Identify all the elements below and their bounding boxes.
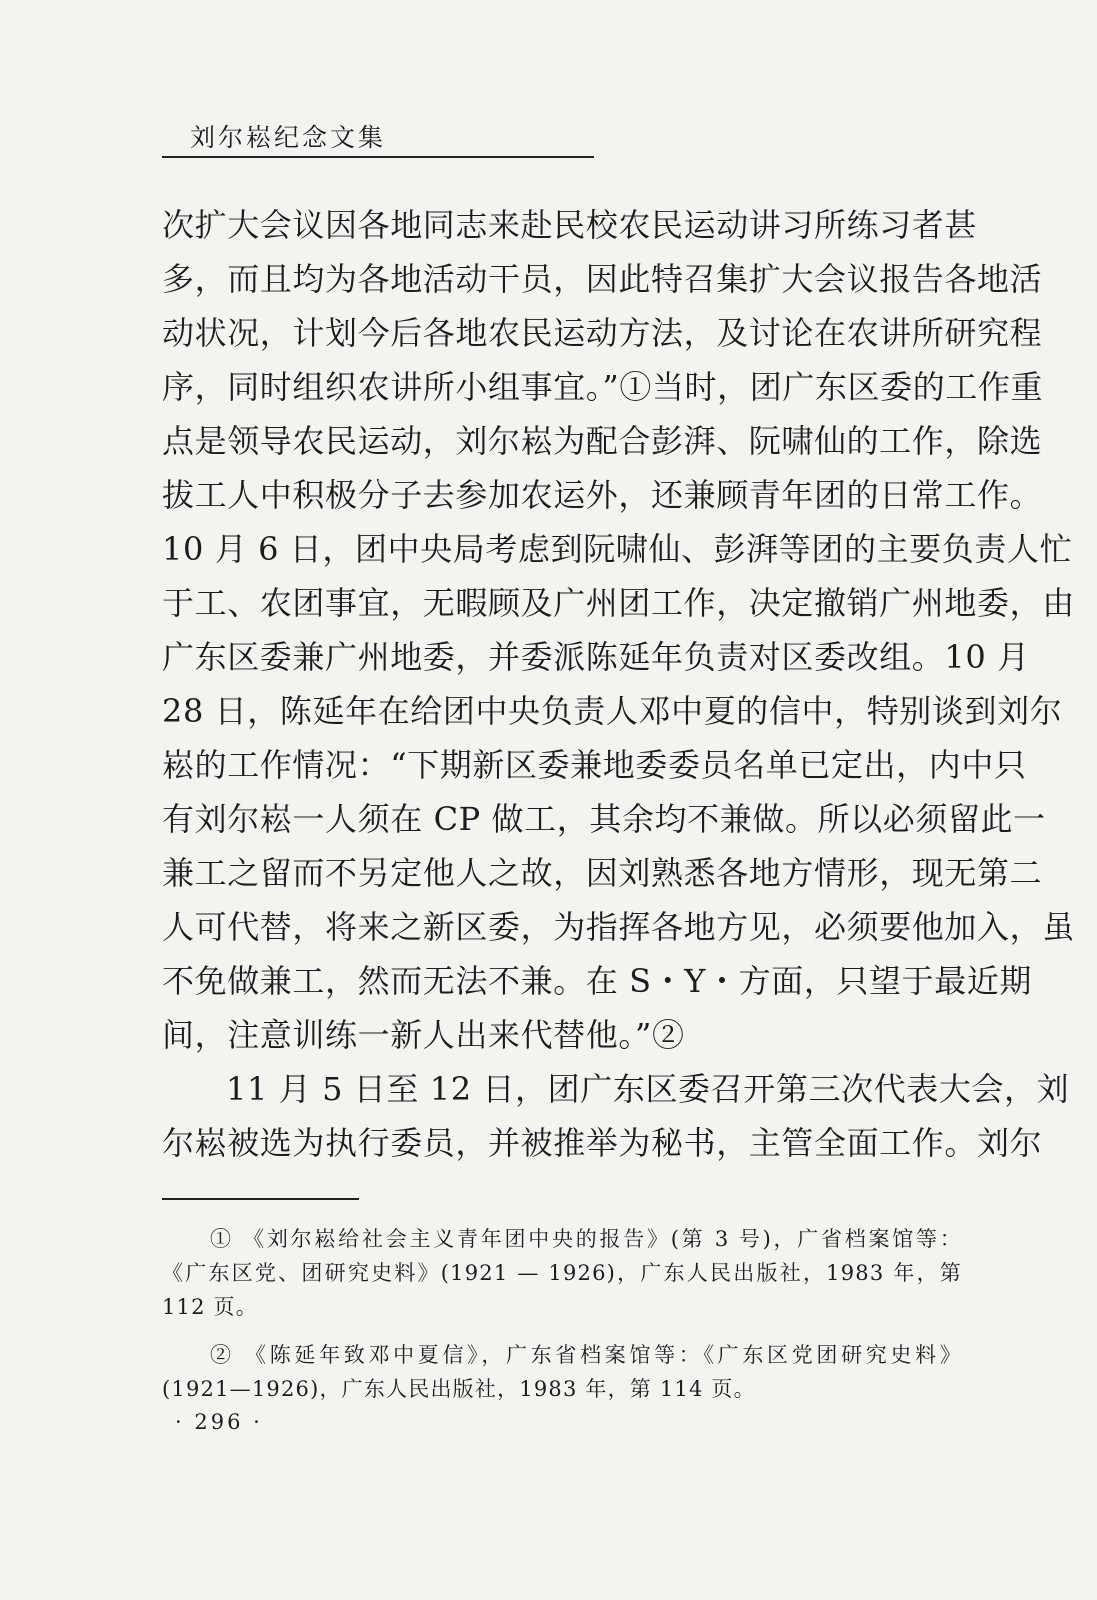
body-line: 于工、农团事宜，无暇顾及广州团工作，决定撤销广州地委，由 <box>162 584 1075 622</box>
footnotes <box>162 1222 962 1406</box>
body-line: 崧的工作情况：“下期新区委兼地委委员名单已定出，内中只 <box>162 746 1027 784</box>
body-line: 间，注意训练一新人出来代替他。”② <box>162 1016 685 1054</box>
footnote-rule <box>162 1198 359 1200</box>
body-line: 不免做兼工，然而无法不兼。在 S・Y・方面，只望于最近期 <box>162 962 1033 1000</box>
body-line: 多，而且均为各地活动干员，因此特召集扩大会议报告各地活 <box>162 260 1043 298</box>
body-line: 点是领导农民运动，刘尔崧为配合彭湃、阮啸仙的工作，除选 <box>162 422 1043 460</box>
body-line: 尔崧被选为执行委员，并被推举为秘书，主管全面工作。刘尔 <box>162 1124 1043 1162</box>
body-line: 10 月 6 日，团中央局考虑到阮啸仙、彭湃等团的主要负责人忙 <box>162 530 1073 568</box>
footnote-line: ② 《陈延年致邓中夏信》，广东省档案馆等：《广东区党团研究史料》 <box>210 1343 962 1367</box>
body-line: 拔工人中积极分子去参加农运外，还兼顾青年团的日常工作。 <box>162 476 1043 514</box>
body-line: 28 日，陈延年在给团中央负责人邓中夏的信中，特别谈到刘尔 <box>162 692 1063 730</box>
body-line: 11 月 5 日至 12 日，团广东区委召开第三次代表大会，刘 <box>226 1070 1070 1108</box>
footnote-line: 112 页。 <box>162 1295 258 1319</box>
body-line: 广东区委兼广州地委，并委派陈延年负责对区委改组。10 月 <box>162 638 1030 676</box>
footnote-line: (1921—1926)，广东人民出版社，1983 年，第 114 页。 <box>162 1377 756 1401</box>
footnote-line: 《广东区党、团研究史料》(1921 — 1926)，广东人民出版社，1983 年，第 <box>162 1261 962 1285</box>
body-line: 序，同时组织农讲所小组事宜。”①当时，团广东区委的工作重 <box>162 368 1044 406</box>
body-line: 兼工之留而不另定他人之故，因刘熟悉各地方情形，现无第二 <box>162 854 1043 892</box>
body-line: 人可代替，将来之新区委，为指挥各地方见，必须要他加入，虽 <box>162 908 1075 946</box>
body-line: 动状况，计划今后各地农民运动方法，及讨论在农讲所研究程 <box>162 314 1043 352</box>
body-line: 有刘尔崧一人须在 CP 做工，其余均不兼做。所以必须留此一 <box>162 800 1046 838</box>
footnote-gap <box>162 1324 962 1338</box>
running-title: 刘尔崧纪念文集 <box>190 123 387 152</box>
body-line: 次扩大会议因各地同志来赴民校农民运动讲习所练习者甚 <box>162 206 978 244</box>
page-number: · 296 · <box>175 1410 263 1434</box>
footnote-line: ① 《刘尔崧给社会主义青年团中央的报告》(第 3 号)，广省档案馆等： <box>210 1227 962 1251</box>
body-text <box>162 198 1075 1170</box>
header-rule <box>162 156 594 158</box>
